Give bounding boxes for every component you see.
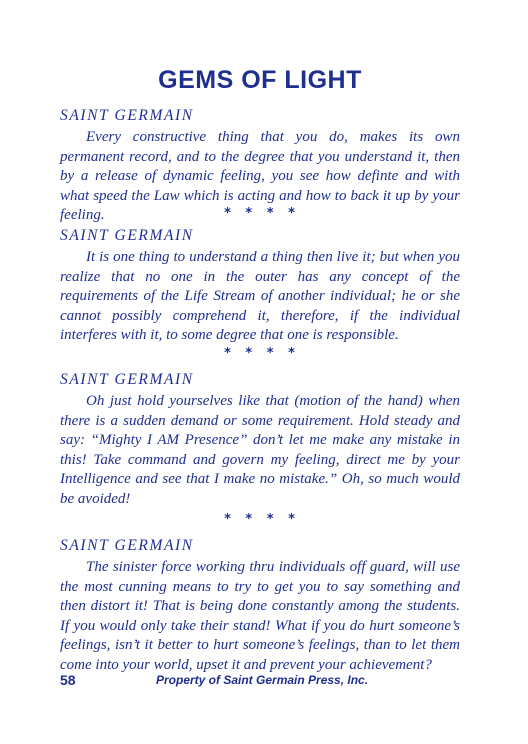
section-separator: * * * * — [224, 512, 296, 527]
section-body: Every constructive thing that you do, makes its own permanent record, and to the degree that you understand it, then by a release of dynamic feeling, you see how definte and with what speed the Law which is acting and how to back it up by your feeling. — [60, 129, 460, 224]
page-title: GEMS OF LIGHT — [158, 66, 362, 94]
section-heading: SAINT GERMAIN — [60, 537, 194, 554]
publisher-notice: Property of Saint Germain Press, Inc. — [156, 673, 369, 687]
section-heading: SAINT GERMAIN — [60, 371, 194, 388]
section-body: The sinister force working thru individuals off guard, will use the most cunning means to try to get you to say something and then distort it! That is being done constantly among the students. If you would only take their stand! What if you do hurt someone’s feelings, isn’t it better to hurt someone’s feelings, than to let them come into your world, upset it and prevent your achievement? — [60, 559, 460, 673]
section-body: Oh just hold yourselves like that (motion of the hand) when there is a sudden demand or some requirement. Hold steady and say: “Mighty I AM Presence” don’t let me make any mistake in this! Take command and govern my feeling, direct me by your Intelligence and see that I make no mistake.” Oh, so much would be avoided! — [60, 393, 460, 507]
section-heading: SAINT GERMAIN — [60, 107, 194, 124]
page-number: 58 — [60, 672, 76, 688]
section-separator: * * * * — [224, 346, 296, 361]
book-page — [60, 0, 460, 744]
section-separator: * * * * — [224, 206, 296, 221]
quote-section-2 — [60, 226, 460, 346]
section-heading: SAINT GERMAIN — [60, 227, 194, 244]
quote-section-3 — [60, 370, 460, 510]
quote-section-4 — [60, 536, 460, 676]
section-body: It is one thing to understand a thing then live it; but when you realize that no one in the outer has any concept of the requirements of the Life Stream of another individual; he or she cannot possibly comprehend it, therefore, if the individual interferes with it, to some degree that one is responsible. — [60, 249, 460, 344]
